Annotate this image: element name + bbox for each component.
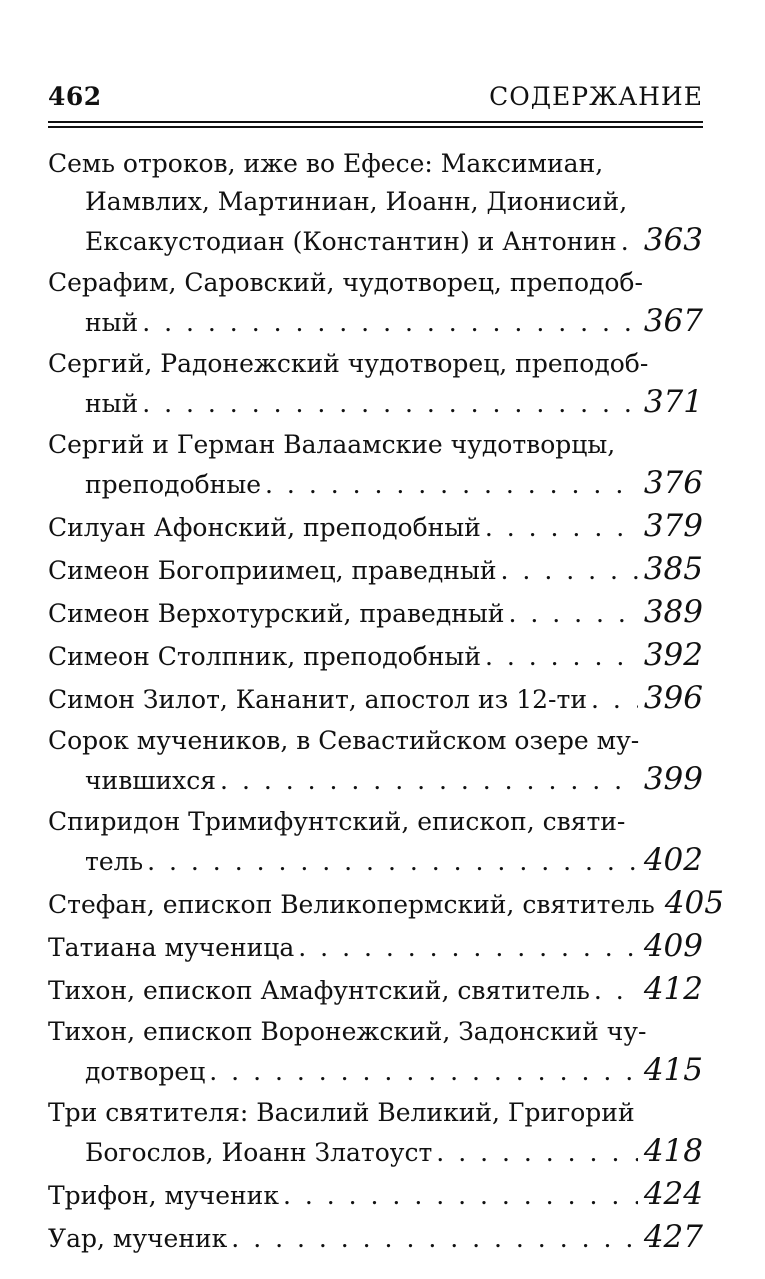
toc-entry: [48, 507, 703, 547]
dot-leader: [283, 1177, 638, 1215]
toc-page-number: 389: [643, 594, 703, 630]
toc-entry-last-line: [48, 636, 703, 676]
dot-leader: [265, 466, 638, 504]
toc-entry-line: Стефан, епископ Великопермский, святитель: [48, 890, 655, 919]
toc-entry-last-line: [48, 593, 703, 633]
toc-entry: [48, 1094, 703, 1172]
page-number: 462: [48, 82, 102, 111]
toc-entry: [48, 679, 703, 719]
dot-leader: [485, 509, 638, 547]
toc-entry-line: Ексакустодиан (Константин) и Антонин: [85, 227, 617, 256]
header-rule-top: [48, 121, 703, 123]
toc-entry-line: Сорок мучеников, в Севастийском озере му-: [48, 726, 640, 755]
toc-entry-line: Иамвлих, Мартиниан, Иоанн, Дионисий,: [85, 187, 628, 216]
toc-entry-line: Тихон, епископ Амафунтский, святитель: [48, 976, 590, 1005]
toc-entry-last-line: [48, 383, 703, 423]
toc-page-number: 427: [643, 1219, 703, 1255]
toc-entry-line: Симеон Столпник, преподобный: [48, 642, 481, 671]
dot-leader: [209, 1053, 638, 1091]
toc-entry-line: Три святителя: Василий Великий, Григорий: [48, 1098, 635, 1127]
toc-entry: [48, 803, 703, 881]
toc-entry-line: Семь отроков, иже во Ефесе: Максимиан,: [48, 149, 604, 178]
toc-entry-last-line: [48, 1051, 703, 1091]
toc-entry: [48, 636, 703, 676]
dot-leader: [147, 843, 638, 881]
toc-entry: [48, 970, 703, 1010]
dot-leader: [231, 1220, 638, 1258]
toc-entry: [48, 1218, 703, 1258]
toc-entry-last-line: [48, 1218, 703, 1258]
toc-entry-last-line: [48, 1132, 703, 1172]
table-of-contents: [48, 145, 724, 1261]
dot-leader: [501, 552, 638, 590]
section-title: СОДЕРЖАНИЕ: [489, 82, 703, 111]
toc-page-number: 418: [643, 1133, 703, 1169]
toc-entry: [48, 593, 703, 633]
toc-entry-line: Симон Зилот, Кананит, апостол из 12-ти: [48, 685, 587, 714]
toc-entry-line: Татиана мученица: [48, 933, 295, 962]
dot-leader: [142, 385, 638, 423]
toc-entry: [48, 927, 703, 967]
toc-entry-line: ный: [85, 389, 139, 418]
dot-leader: [298, 929, 638, 967]
dot-leader: [591, 681, 638, 719]
toc-entry-last-line: [48, 1175, 703, 1215]
toc-entry-line: чившихся: [85, 766, 217, 795]
toc-page-number: 412: [643, 971, 703, 1007]
toc-entry-line: ный: [85, 308, 139, 337]
toc-page-number: 385: [643, 551, 703, 587]
dot-leader: [142, 304, 638, 342]
toc-entry-line: дотворец: [85, 1057, 206, 1086]
dot-leader: [594, 972, 638, 1010]
toc-entry-line: Богослов, Иоанн Златоуст: [85, 1138, 433, 1167]
toc-entry-line: Симеон Богоприимец, праведный: [48, 556, 497, 585]
toc-entry: [48, 1175, 703, 1215]
toc-entry-last-line: [48, 760, 703, 800]
toc-entry: [48, 722, 703, 800]
toc-page-number: 396: [643, 680, 703, 716]
toc-page-number: 402: [643, 842, 703, 878]
toc-entry: [48, 1013, 703, 1091]
toc-page-number: 405: [664, 885, 724, 921]
toc-page-number: 363: [643, 222, 703, 258]
toc-page-number: 371: [643, 384, 703, 420]
toc-page-number: 409: [643, 928, 703, 964]
toc-entry: [48, 145, 703, 261]
toc-entry: [48, 550, 703, 590]
toc-entry-line: Уар, мученик: [48, 1224, 228, 1253]
header-rule-bottom: [48, 126, 703, 128]
toc-page-number: 424: [643, 1176, 703, 1212]
dot-leader: [508, 595, 637, 633]
toc-entry-last-line: [48, 221, 703, 261]
toc-entry-last-line: [48, 507, 703, 547]
toc-page-number: 367: [643, 303, 703, 339]
toc-page-number: 376: [643, 465, 703, 501]
toc-entry: [48, 426, 703, 504]
toc-entry-last-line: [48, 970, 703, 1010]
toc-entry-line: Силуан Афонский, преподобный: [48, 513, 481, 542]
toc-entry-last-line: [48, 550, 703, 590]
dot-leader: [485, 638, 638, 676]
toc-entry-last-line: [48, 841, 703, 881]
toc-page-number: 399: [643, 761, 703, 797]
toc-entry-line: Спиридон Тримифунтский, епископ, святи-: [48, 807, 626, 836]
toc-entry-last-line: [48, 464, 703, 504]
toc-entry-line: тель: [85, 847, 144, 876]
running-header: [48, 78, 703, 118]
toc-entry-last-line: [48, 679, 703, 719]
toc-page-number: 392: [643, 637, 703, 673]
toc-entry: [48, 345, 703, 423]
toc-entry-line: Сергий, Радонежский чудотворец, преподоб-: [48, 349, 649, 378]
dot-leader: [436, 1134, 638, 1172]
toc-entry-last-line: [48, 302, 703, 342]
toc-page-number: 415: [643, 1052, 703, 1088]
toc-entry-line: преподобные: [85, 470, 262, 499]
toc-entry: [48, 264, 703, 342]
toc-page-number: 379: [643, 508, 703, 544]
toc-entry-last-line: [48, 884, 724, 924]
toc-entry-line: Тихон, епископ Воронежский, Задонский чу-: [48, 1017, 647, 1046]
toc-entry-line: Сергий и Герман Валаамские чудотворцы,: [48, 430, 616, 459]
toc-entry-line: Трифон, мученик: [48, 1181, 279, 1210]
toc-entry-line: Серафим, Саровский, чудотворец, преподоб-: [48, 268, 643, 297]
toc-entry-line: Симеон Верхотурский, праведный: [48, 599, 505, 628]
dot-leader: [621, 223, 638, 261]
dot-leader: [220, 762, 638, 800]
toc-entry: [48, 884, 724, 924]
toc-entry-last-line: [48, 927, 703, 967]
